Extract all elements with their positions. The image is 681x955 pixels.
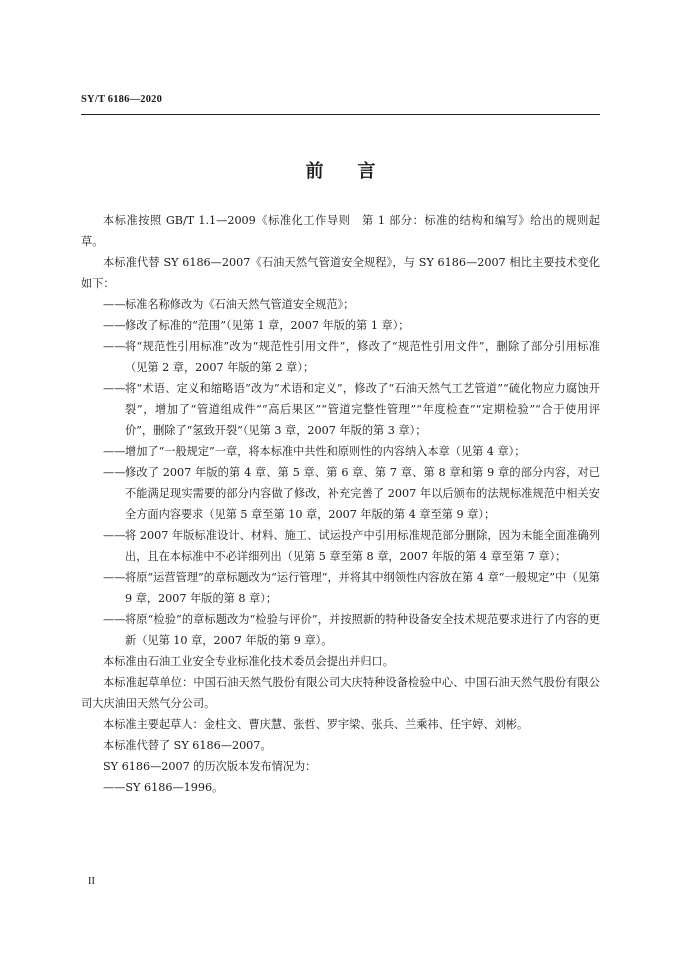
history-item: ——SY 6186—1996。 [103,781,224,794]
dash-marker: —— [103,382,126,395]
list-item: —— 将“术语、定义和缩略语”改为“术语和定义”，修改了“石油天然气工艺管道”“硫化物应力腐蚀开裂”，增加了“管道组成件”“高后果区”“管道完整性管理”“年度检查”“定期检验”“合于使用评价”，删除了“氢致开裂”（见第 3 章，2007 年版的第 3 章）； [81,378,600,441]
dash-marker: —— [103,298,126,311]
dash-marker: —— [103,571,126,584]
list-item: —— 增加了“一般规定”一章，将本标准中共性和原则性的内容纳入本章（见第 4 章）； [81,441,600,462]
list-item: —— 将原“运营管理”的章标题改为“运行管理”，并将其中纲领性内容放在第 4 章“一般规定”中（见第 9 章，2007 年版的第 8 章）； [81,567,600,609]
paragraph-replacement-intro: 本标准代替 SY 6186—2007《石油天然气管道安全规程》，与 SY 6186—2007 相比主要技术变化如下： [81,256,600,290]
dash-marker: —— [103,445,126,458]
paragraph-proposer: 本标准由石油工业安全专业标准化技术委员会提出并归口。 [103,655,394,668]
dash-marker: —— [103,781,126,794]
dash-marker: —— [103,319,126,332]
paragraph-replaces: 本标准代替了 SY 6186—2007。 [103,739,272,752]
dash-marker: —— [103,340,126,353]
paragraph-history-intro: SY 6186—2007 的历次版本发布情况为： [103,760,317,773]
paragraph-drafting-rules: 本标准按照 GB/T 1.1—2009《标准化工作导则 第 1 部分：标准的结构和编写》给出的规则起草。 [81,214,600,248]
dash-marker: —— [103,613,126,626]
paragraph-drafters: 本标准主要起草人：金柱文、曹庆慧、张哲、罗宇梁、张兵、兰乘祎、任宇婷、刘彬。 [103,718,529,731]
document-body [81,210,600,798]
paragraph-drafting-units: 本标准起草单位：中国石油天然气股份有限公司大庆特种设备检验中心、中国石油天然气股份有限公司大庆油田天然气分公司。 [81,676,600,710]
list-item: —— 将 2007 年版标准设计、材料、施工、试运投产中引用标准规范部分删除，因为未能全面准确列出，且在本标准中不必详细列出（见第 5 章至第 8 章，2007 年版的第 4 章至第 7 章）； [81,525,600,567]
standard-code: SY/T 6186—2020 [81,94,163,105]
page-title: 前言 [305,161,410,182]
list-item: —— 将“规范性引用标准”改为“规范性引用文件”，修改了“规范性引用文件”，删除了部分引用标准（见第 2 章，2007 年版的第 2 章）； [81,336,600,378]
list-item: —— 标准名称修改为《石油天然气管道安全规范》； [81,294,600,315]
list-item: —— 将原“检验”的章标题改为“检验与评价”，并按照新的特种设备安全技术规范要求进行了内容的更新（见第 10 章，2007 年版的第 9 章）。 [81,609,600,651]
list-item: —— 修改了 2007 年版的第 4 章、第 5 章、第 6 章、第 7 章、第 8 章和第 9 章的部分内容，对已不能满足现实需要的部分内容做了修改，补充完善了 2007 年以后颁布的法规标准规范中相关安全方面内容要求（见第 5 章至第 10 章，2007 年版的第 4 章至第 9 章）； [81,462,600,525]
list-item: —— 修改了标准的“范围”（见第 1 章，2007 年版的第 1 章）； [81,315,600,336]
dash-marker: —— [103,529,126,542]
dash-marker: —— [103,466,126,479]
header-rule [81,114,600,115]
page-number: II [88,876,95,887]
